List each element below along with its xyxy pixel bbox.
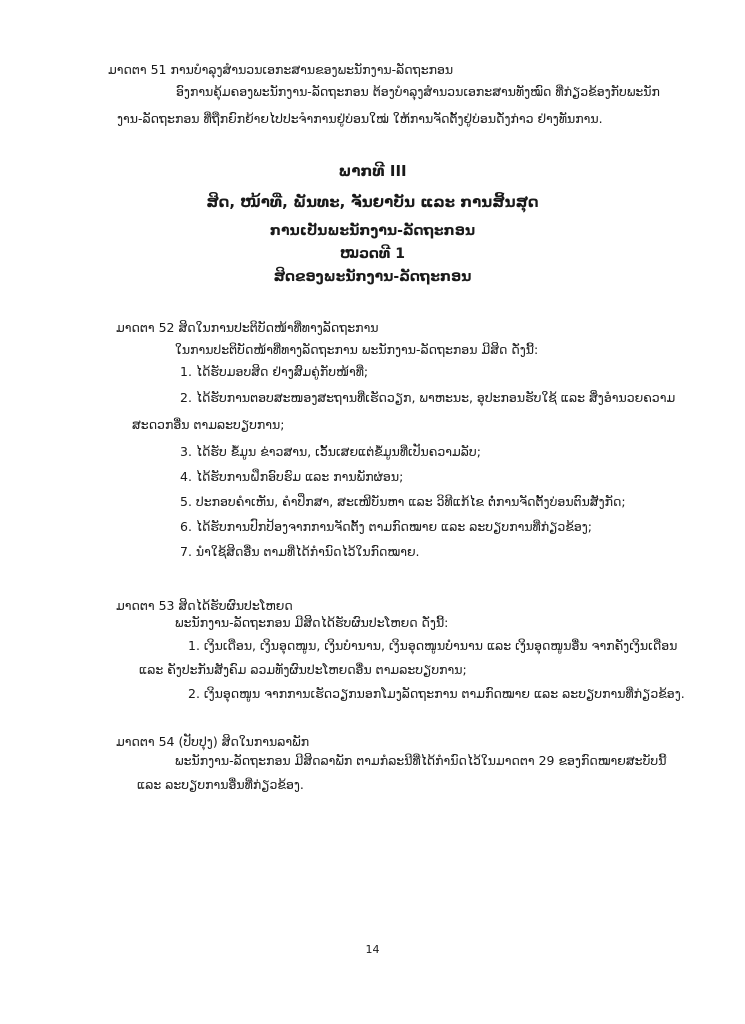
page-number: 14 <box>365 943 380 956</box>
chapter-title: ສິດຂອງພະນັກງານ-ລັດຖະກອນ <box>273 269 472 285</box>
article-52-item-5: 5. ປະກອບຄຳເຫັນ, ຄຳປຶກສາ, ສະເໜີບັນຫາ ແລະ ວິທີແກ້ໄຂ ຕໍ່ການຈັດຕັ້ງບ່ອນຕົນສັງກັດ; <box>180 494 626 509</box>
article-52-intro: ໃນການປະຕິບັດໜ້າທີ່ທາງລັດຖະການ ພະນັກງານ-ລັດຖະກອນ ມີສິດ ດັ່ງນີ້: <box>175 342 539 357</box>
article-52-heading: ມາດຕາ 52 ສິດໃນການປະຕິບັດໜ້າທີ່ທາງລັດຖະການ <box>116 320 379 335</box>
part-title: ພາກທີ III <box>338 162 407 180</box>
article-52-item-6: 6. ໄດ້ຮັບການປົກປ້ອງຈາກການຈັດຕັ້ງ ຕາມກົດໝາຍ ແລະ ລະບຽບການທີ່ກ່ຽວຂ້ອງ; <box>180 519 593 534</box>
article-52-item-4: 4. ໄດ້ຮັບການຝຶກອົບຮົມ ແລະ ການພັກຜ່ອນ; <box>180 469 404 484</box>
article-52-item-7: 7. ນຳໃຊ້ສິດອື່ນ ຕາມທີ່ໄດ້ກຳນົດໄວ້ໃນກົດໝາຍ. <box>180 544 420 559</box>
article-53-item-2: 2. ເງິນອຸດໜູນ ຈາກການເຮັດວຽກນອກໂມງລັດຖະການ ຕາມກົດໝາຍ ແລະ ລະບຽບການທີ່ກ່ຽວຂ້ອງ. <box>188 686 685 701</box>
article-51-paragraph-line-1: ອົງການຄຸ້ມຄອງພະນັກງານ-ລັດຖະກອນ ຕ້ອງບຳລຸງສຳນວນເອກະສານທັງໝົດ ທີ່ກ່ຽວຂ້ອງກັບພະນັກ <box>176 84 660 99</box>
article-52-item-2-line-1: 2. ໄດ້ຮັບການຕອບສະໜອງສະຖານທີ່ເຮັດວຽກ, ພາຫະນະ, ອຸປະກອນຮັບໃຊ້ ແລະ ສິ່ງອຳນວຍຄວາມ <box>180 390 676 405</box>
article-54-heading: ມາດຕາ 54 (ປັບປຸງ) ສິດໃນການລາພັກ <box>116 734 310 749</box>
article-51-paragraph-line-2: ງານ-ລັດຖະກອນ ທີ່ຖືກຍົກຍ້າຍໄປປະຈຳການຢູ່ບ່ອນໃໝ່ ໃຫ້ການຈັດຕັ້ງຢູ່ບ່ອນດັ່ງກ່າວ ຢ່າງທັນການ. <box>117 111 603 126</box>
article-54-paragraph-line-1: ພະນັກງານ-ລັດຖະກອນ ມີສິດລາພັກ ຕາມກໍລະນີທີ່ໄດ້ກຳນົດໄວ້ໃນມາດຕາ 29 ຂອງກົດໝາຍສະບັບນີ້ <box>175 753 667 768</box>
article-53-intro: ພະນັກງານ-ລັດຖະກອນ ມີສິດໄດ້ຮັບຜົນປະໂຫຍດ ດັ່ງນີ້: <box>175 615 449 630</box>
article-52-item-2-line-2: ສະດວກອື່ນ ຕາມລະບຽບການ; <box>132 417 285 432</box>
article-54-paragraph-line-2: ແລະ ລະບຽບການອື່ນທີ່ກ່ຽວຂ້ອງ. <box>137 777 304 792</box>
article-52-item-1: 1. ໄດ້ຮັບມອບສິດ ຢ່າງສົມຄູ່ກັບໜ້າທີ່; <box>180 364 369 379</box>
part-subtitle-line-2: ການເປັນພະນັກງານ-ລັດຖະກອນ <box>269 223 476 239</box>
part-subtitle-line-1: ສິດ, ໜ້າທີ່, ພັນທະ, ຈັນຍາບັນ ແລະ ການສິ້ນສຸດ <box>206 193 539 211</box>
article-53-heading: ມາດຕາ 53 ສິດໄດ້ຮັບຜົນປະໂຫຍດ <box>116 598 293 613</box>
article-53-item-1-line-2: ແລະ ຄັງປະກັນສັງຄົມ ລວມທັງຜົນປະໂຫຍດອື່ນ ຕາມລະບຽບການ; <box>139 662 467 677</box>
article-51-heading: ມາດຕາ 51 ການບຳລຸງສຳນວນເອກະສານຂອງພະນັກງານ-ລັດຖະກອນ <box>108 62 454 77</box>
chapter-number: ໝວດທີ 1 <box>339 246 406 262</box>
article-52-item-3: 3. ໄດ້ຮັບ ຂໍ້ມູນ ຂ່າວສານ, ເວັ້ນເສຍແຕ່ຂໍ້ມູນທີ່ເປັນຄວາມລັບ; <box>180 444 481 459</box>
article-53-item-1-line-1: 1. ເງິນເດືອນ, ເງິນອຸດໜູນ, ເງິນບຳນານ, ເງິນອຸດໜູນບຳນານ ແລະ ເງິນອຸດໜູນອື່ນ ຈາກຄັງເງິນເດືອນ <box>188 638 678 653</box>
